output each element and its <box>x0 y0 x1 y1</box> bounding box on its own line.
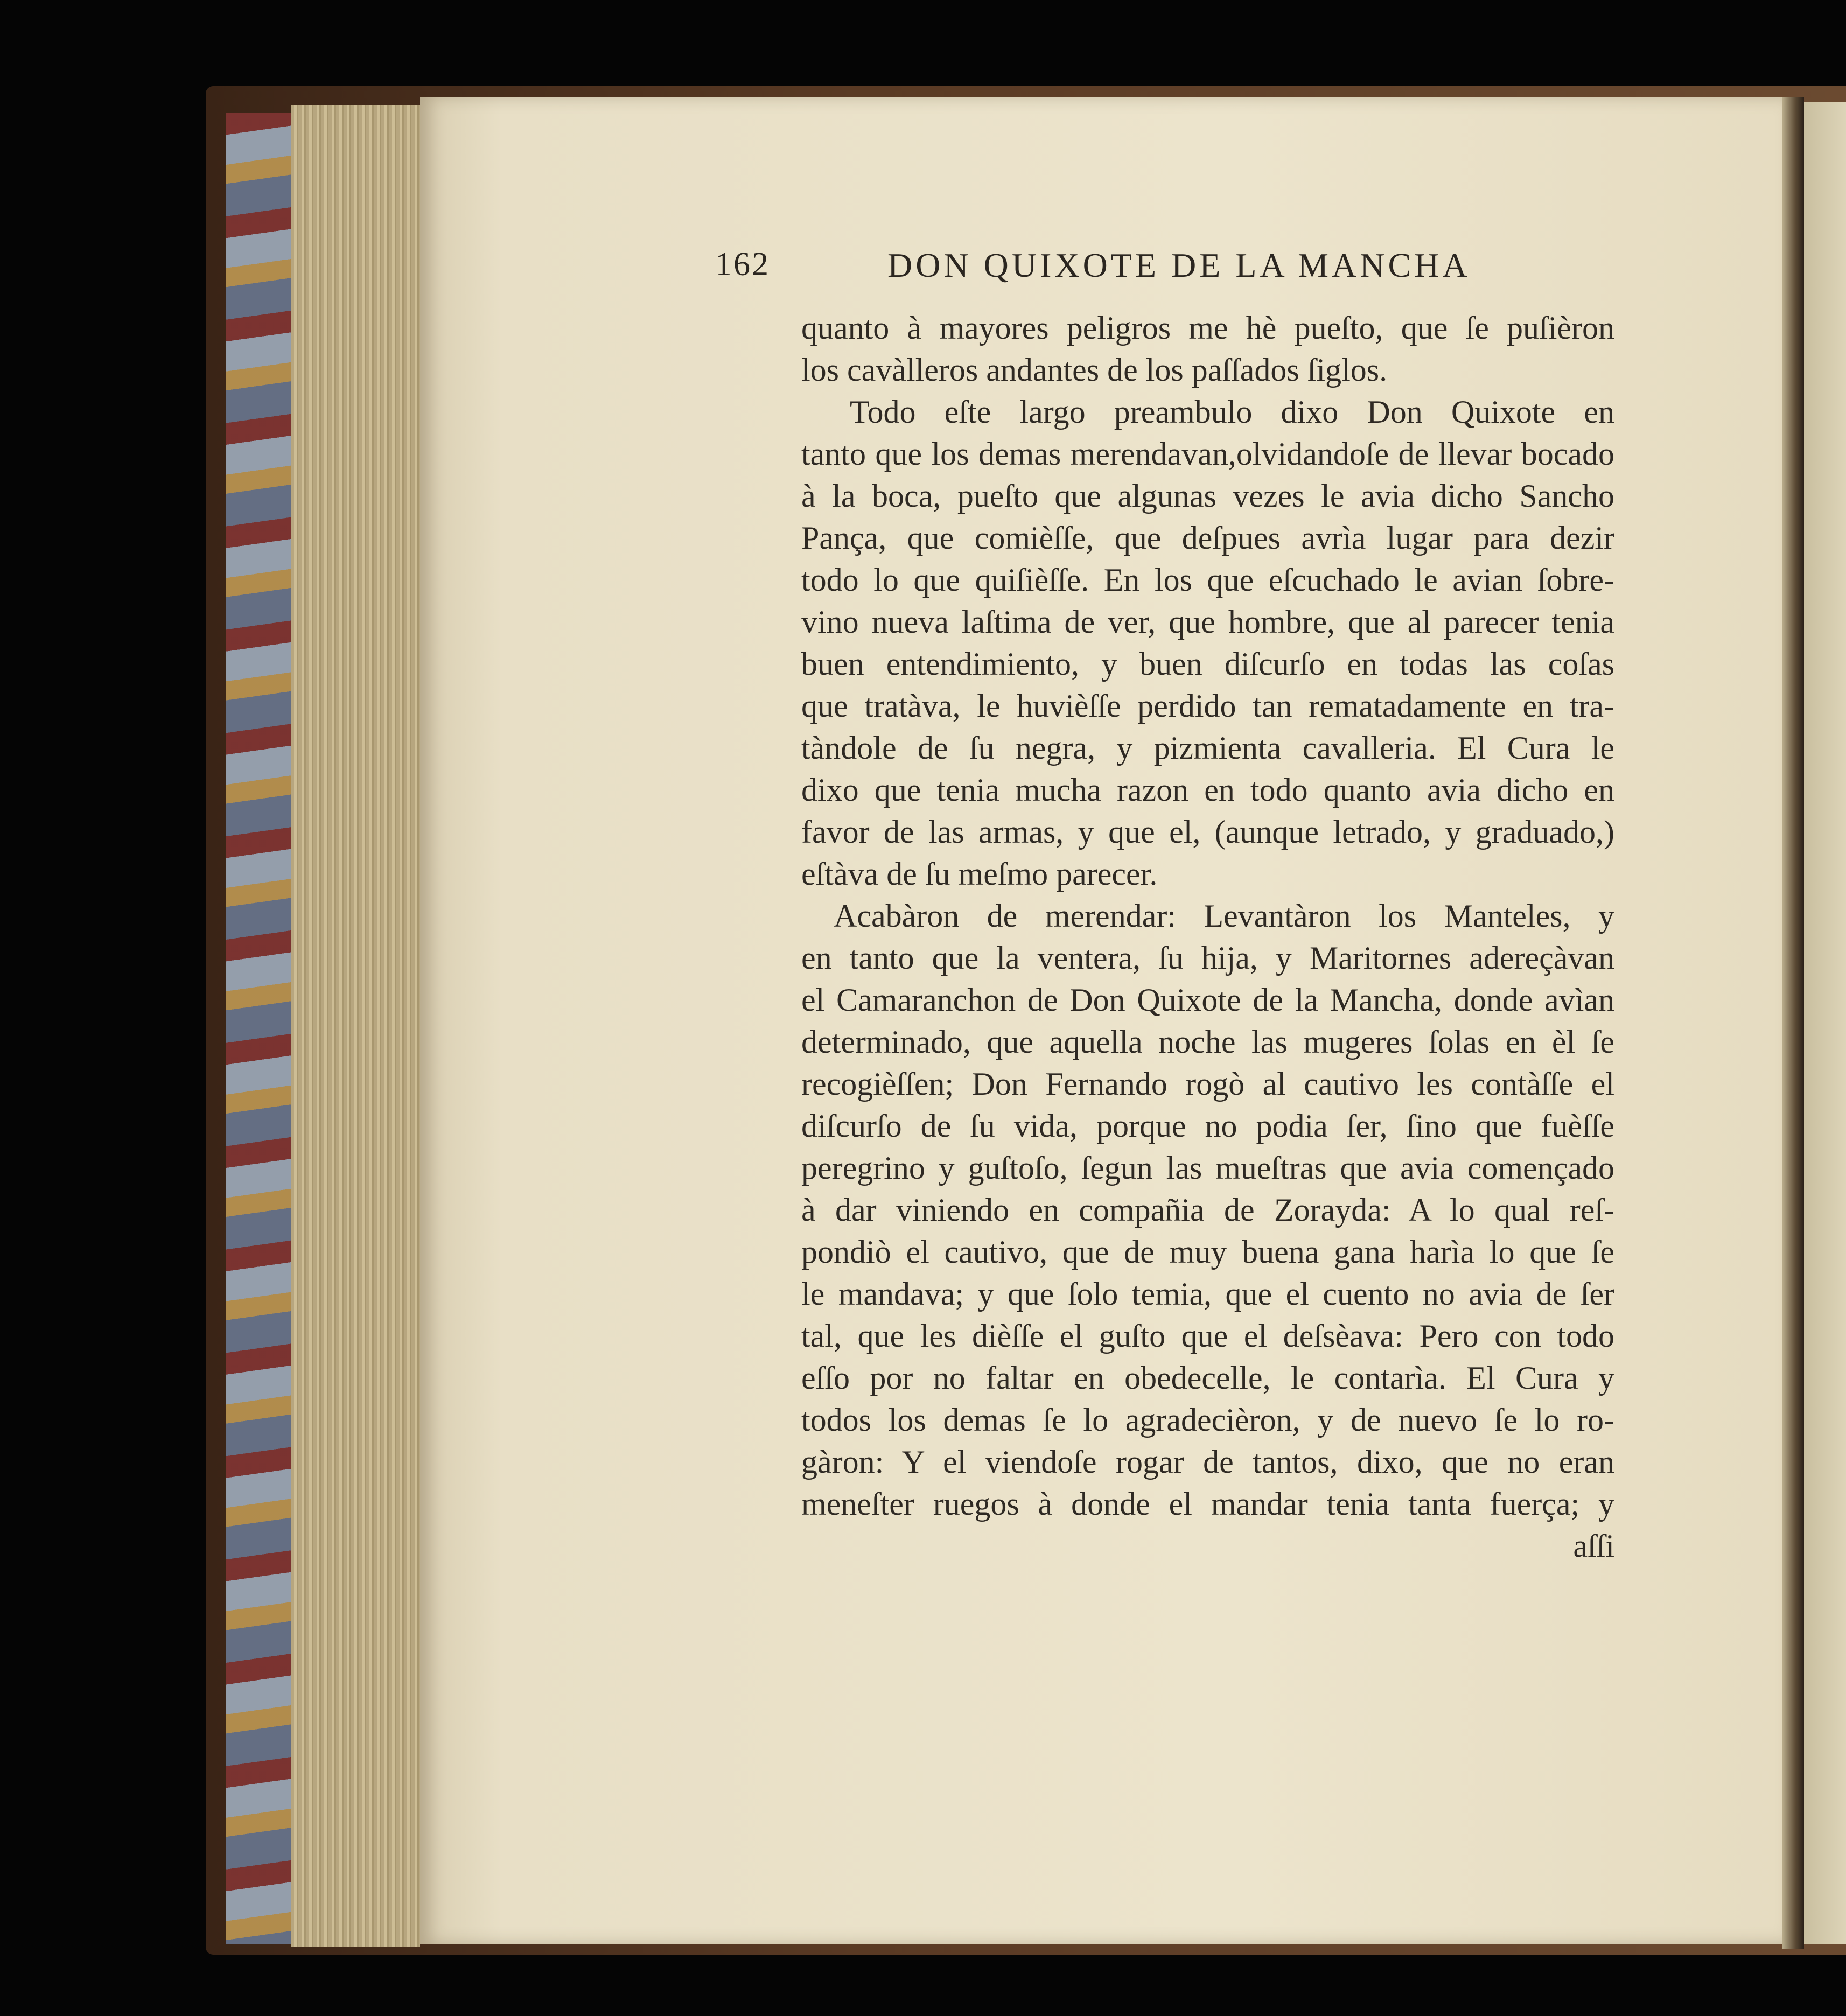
text-line: los cavàlleros andantes de los paſſados ſiglos. <box>801 352 1388 388</box>
text-line: determinado, que aquella noche las mugeres ſolas en èl ſe <box>801 1024 1614 1060</box>
text-line: Pança, que comièſſe, que deſpues avrìa lugar para dezir <box>801 520 1614 556</box>
page-header <box>715 246 1523 294</box>
text-line: dixo que tenia mucha razon en todo quanto avia dicho en <box>801 772 1614 808</box>
running-head: DON QUIXOTE DE LA MANCHA <box>887 246 1471 284</box>
page-gutter <box>1782 97 1804 1949</box>
body-text <box>801 307 1614 1567</box>
text-line: el Camaranchon de Don Quixote de la Mancha, donde avìan <box>801 982 1614 1018</box>
text-line: recogièſſen; Don Fernando rogò al cautivo les contàſſe el <box>801 1066 1614 1102</box>
text-line: todo lo que quiſièſſe. En los que eſcuchado le avian ſobre- <box>801 562 1614 598</box>
marbled-edge <box>226 113 291 1944</box>
text-line: vino nueva laſtima de ver, que hombre, que al parecer tenia <box>801 604 1614 640</box>
text-line: tal, que les dièſſe el guſto que el deſsèava: Pero con todo <box>801 1318 1614 1354</box>
text-line: Todo eſte largo preambulo dixo Don Quixote en <box>850 394 1614 430</box>
page-number: 162 <box>715 246 770 283</box>
text-line: gàron: Y el viendoſe rogar de tantos, dixo, que no eran <box>801 1444 1614 1480</box>
text-line: tanto que los demas merendavan,olvidandoſe de llevar bocado <box>801 436 1614 472</box>
text-line: que tratàva, le huvièſſe perdido tan rematadamente en tra- <box>801 688 1614 724</box>
page-stack-edge <box>291 105 420 1947</box>
text-line: buen entendimiento, y buen diſcurſo en todas las coſas <box>801 646 1614 682</box>
text-line: à la boca, pueſto que algunas vezes le avia dicho Sancho <box>801 478 1614 514</box>
facing-page-edge <box>1804 102 1846 1944</box>
text-line: meneſter ruegos à donde el mandar tenia tanta fuerça; y <box>801 1486 1614 1522</box>
catchword: aſſi <box>1573 1528 1614 1564</box>
text-line: todos los demas ſe lo agradecièron, y de nuevo ſe lo ro- <box>801 1402 1614 1438</box>
text-line: eſtàva de ſu meſmo parecer. <box>801 856 1158 892</box>
text-line: le mandava; y que ſolo temia, que el cuento no avia de ſer <box>801 1276 1614 1312</box>
text-line: peregrino y guſtoſo, ſegun las mueſtras que avia començado <box>801 1150 1614 1186</box>
text-line: quanto à mayores peligros me hè pueſto, que ſe puſièron <box>801 310 1614 346</box>
text-line: Acabàron de merendar: Levantàron los Manteles, y <box>834 898 1614 934</box>
text-line: favor de las armas, y que el, (aunque letrado, y graduado,) <box>801 814 1614 850</box>
text-line: eſſo por no faltar en obedecelle, le contarìa. El Cura y <box>801 1360 1614 1396</box>
text-line: diſcurſo de ſu vida, porque no podia ſer, ſino que fuèſſe <box>801 1108 1614 1144</box>
text-line: pondiò el cautivo, que de muy buena gana harìa lo que ſe <box>801 1234 1614 1270</box>
text-line: à dar viniendo en compañia de Zorayda: A lo qual reſ- <box>801 1192 1614 1228</box>
text-line: en tanto que la ventera, ſu hija, y Maritornes adereçàvan <box>801 940 1614 976</box>
text-line: tàndole de ſu negra, y pizmienta cavalleria. El Cura le <box>801 730 1614 766</box>
